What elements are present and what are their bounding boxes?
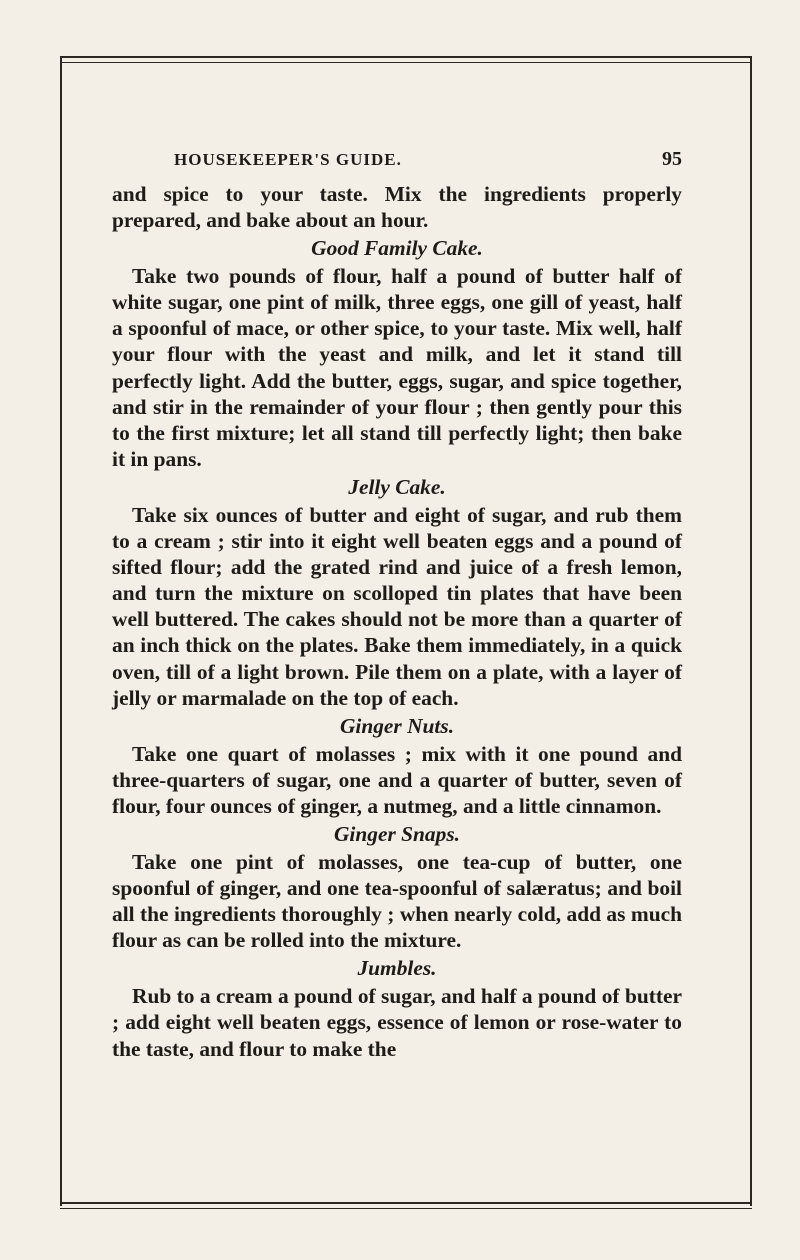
border-bottom-inner — [60, 1208, 752, 1209]
recipe-text: Rub to a cream a pound of sugar, and half a pound of butter ; add eight well beaten eggs, essence of lemon or rose-water to the taste, and flour to make the — [112, 984, 682, 1061]
recipe-title: Ginger Snaps. — [333, 821, 460, 846]
border-top — [60, 56, 752, 58]
recipe-title: Jelly Cake. — [348, 474, 446, 499]
border-right — [750, 56, 752, 1206]
recipe-text: Take one quart of molasses ; mix with it one pound and three-quarters of sugar, one and a quarter of butter, seven of flour, four ounces of ginger, a nutmeg, and a little cinnamon. — [112, 741, 682, 818]
recipe-title: Jumbles. — [357, 956, 437, 981]
border-bottom — [60, 1202, 752, 1204]
page-number: 95 — [662, 148, 682, 170]
page-content — [112, 148, 682, 1062]
recipe-text: Take one pint of molasses, one tea-cup of butter, one spoonful of ginger, and one tea-spoonful of salæratus; and boil all the ingredients thoroughly ; when nearly cold, add as much flour as can be rolled into the mixture. — [112, 849, 682, 953]
recipe-text: Take six ounces of butter and eight of sugar, and rub them to a cream ; stir into it eight well beaten eggs and a pound of sifted flour; add the grated rind and juice of a fresh lemon, and turn the mixture on scolloped tin plates that have been well buttered. The cakes should not be more than a quarter of an inch thick on the plates. Bake them immediately, in a quick oven, till of a light brown. Pile them on a plate, with a layer of jelly or marmalade on the top of each. — [112, 502, 682, 710]
recipe-title: Good Family Cake. — [311, 236, 483, 261]
continuation-paragraph: and spice to your taste. Mix the ingredients properly prepared, and bake about an hour. — [112, 182, 682, 233]
recipe-title: Ginger Nuts. — [339, 713, 455, 738]
recipe-text: Take two pounds of flour, half a pound of butter half of white sugar, one pint of milk, three eggs, one gill of yeast, half a spoonful of mace, or other spice, to your taste. Mix well, half your flour with the yeast and milk, and let it stand till perfectly light. Add the butter, eggs, sugar, and spice together, and stir in the remainder of your flour ; then gently pour this to the first mixture; let all stand till perfectly light; then bake it in pans. — [112, 264, 682, 471]
border-top-inner — [60, 62, 752, 63]
running-title: HOUSEKEEPER'S GUIDE. — [174, 150, 402, 169]
border-left — [60, 56, 62, 1206]
running-header — [112, 148, 682, 171]
